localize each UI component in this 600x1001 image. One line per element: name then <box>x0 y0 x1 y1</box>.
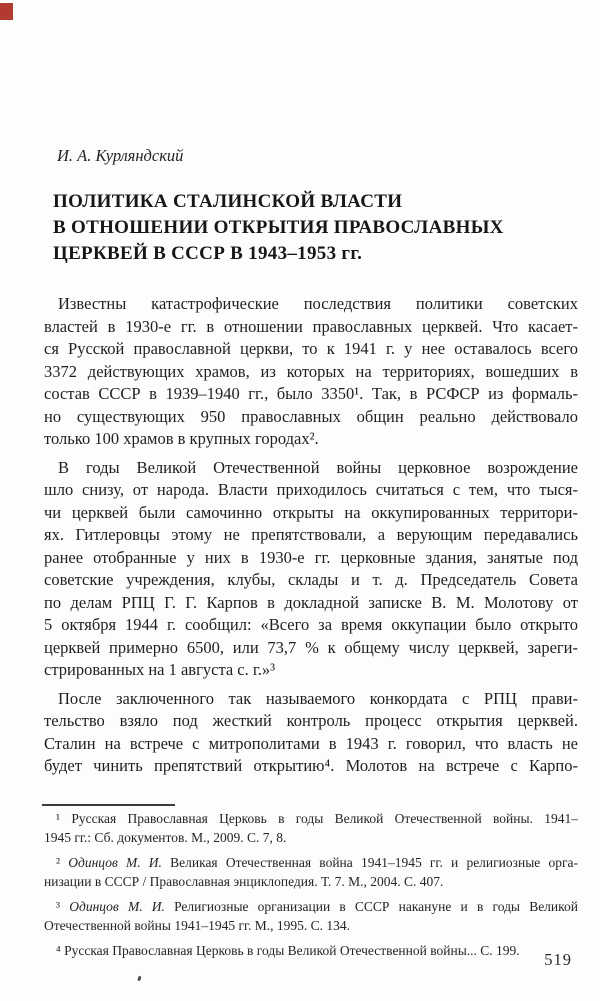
paragraph-line: В годы Великой Отечественной войны церковное возрождение <box>58 457 578 477</box>
red-scan-artifact-mark <box>0 3 13 20</box>
paragraph-line: советские учреждения, клубы, склады и т. д. Председатель Совета <box>44 570 578 589</box>
paragraph-line: состав СССР в 1939–1940 гг., было 3350¹. Так, в РСФСР из формаль- <box>44 384 578 403</box>
paragraph-line: стрированных на 1 августа с. г.»³ <box>44 660 276 679</box>
paragraph-line: ях. Гитлеровцы этому не препятствовали, а верующим передавались <box>44 525 578 544</box>
title-line: В ОТНОШЕНИИ ОТКРЫТИЯ ПРАВОСЛАВНЫХ <box>53 217 504 238</box>
paragraph-line: ранее отобранные у них в 1930-е гг. церковные здания, занятые под <box>44 547 578 567</box>
footnote-separator <box>42 804 175 806</box>
paragraph-line: Сталин на встрече с митрополитами в 1943 г. говорил, что власть не <box>44 733 578 753</box>
title-line: ЦЕРКВЕЙ В СССР В 1943–1953 гг. <box>53 243 363 264</box>
author-line: И. А. Курляндский <box>57 146 184 165</box>
footnote <box>44 811 578 849</box>
paragraph-line: церквей примерно 6500, или 73,7 % к общему числу церквей, зареги- <box>44 637 578 657</box>
title-line: ПОЛИТИКА СТАЛИНСКОЙ ВЛАСТИ <box>53 191 403 212</box>
footnote-line: ² Одинцов М. И. Великая Отечественная война 1941–1945 гг. и религиозные орга- <box>56 855 578 870</box>
paragraph-line: 5 октября 1944 г. сообщил: «Всего за время оккупации было открыто <box>44 615 578 634</box>
footnote-line: низации в СССР / Православная энциклопедия. Т. 7. М., 2004. С. 407. <box>44 874 444 889</box>
paragraph-line: После заключенного так называемого конкордата с РПЦ прави- <box>58 688 578 708</box>
paragraph-line: шло снизу, от народа. Власти приходилось считаться с тем, что тыся- <box>44 480 578 499</box>
footnote-line: ⁴ Русская Православная Церковь в годы Великой Отечественной войны... С. 199. <box>56 943 520 958</box>
paragraph-line: чи церквей были самочинно открыты на оккупированных территори- <box>44 502 578 522</box>
footnote <box>44 855 578 893</box>
paragraph-line: 3372 действующих храмов, из которых на территориях, вошедших в <box>44 361 578 381</box>
scan-speck <box>137 976 141 982</box>
paragraph <box>44 458 578 683</box>
paragraph-line: но существующих 950 православных общин реально действовало <box>44 406 578 426</box>
footnote-line: ¹ Русская Православная Церковь в годы Великой Отечественной войны. 1941– <box>56 811 578 826</box>
paragraph-line: ся Русской православной церкви, то к 1941 г. у нее оставалось всего <box>44 339 578 358</box>
page-number: 519 <box>544 950 572 969</box>
body-text <box>44 294 578 779</box>
paragraph-line: Известны катастрофические последствия политики советских <box>58 294 578 313</box>
article-title <box>53 189 573 267</box>
footnote-line: ³ Одинцов М. И. Религиозные организации в СССР накануне и в годы Великой <box>56 899 578 914</box>
footnote <box>44 943 578 962</box>
paragraph-line: тельство взяло под жесткий контроль процесс открытия церквей. <box>44 711 578 730</box>
paragraph-line: по делам РПЦ Г. Г. Карпов в докладной записке В. М. Молотову от <box>44 592 578 612</box>
paragraph <box>44 294 578 452</box>
footnote <box>44 899 578 937</box>
paragraph-line: только 100 храмов в крупных городах². <box>44 429 319 448</box>
footnotes <box>44 811 578 962</box>
paragraph-line: властей в 1930-е гг. в отношении православных церквей. Что касает- <box>44 316 578 336</box>
paragraph-line: будет чинить препятствий открытию⁴. Молотов на встрече с Карпо- <box>44 756 578 775</box>
paragraph <box>44 689 578 779</box>
footnote-line: Отечественной войны 1941–1945 гг. М., 1995. С. 134. <box>44 918 351 933</box>
footnote-line: 1945 гг.: Сб. документов. М., 2009. С. 7, 8. <box>44 830 287 845</box>
